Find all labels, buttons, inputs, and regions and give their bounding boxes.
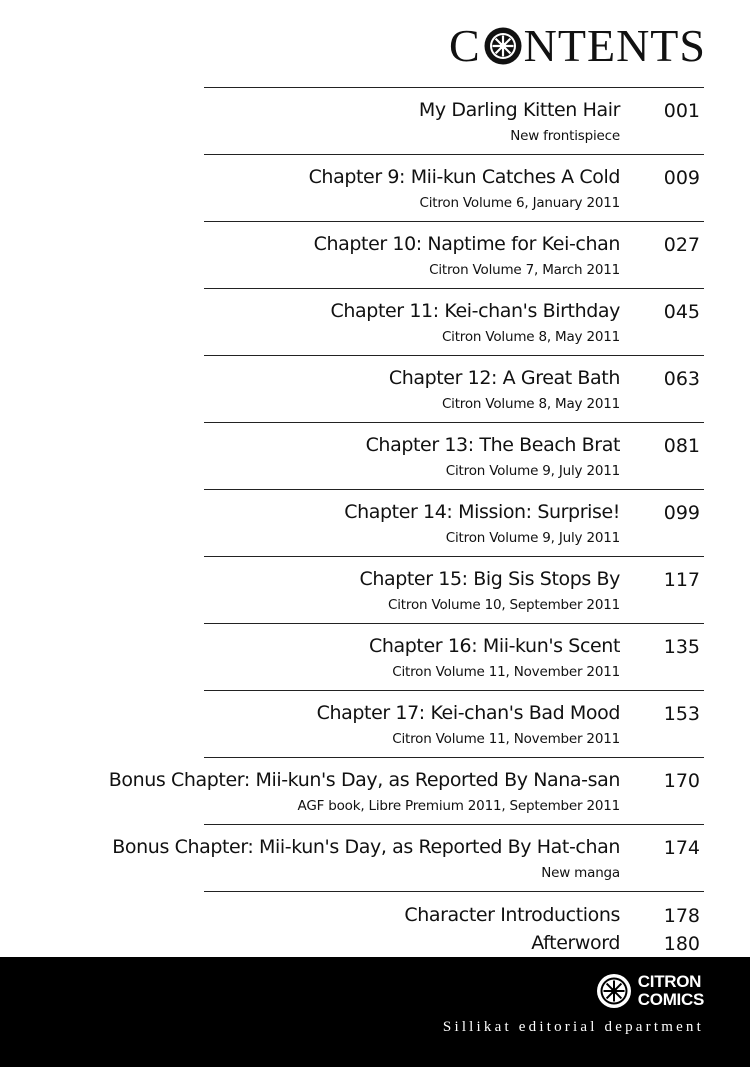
toc-entry[interactable]	[204, 221, 704, 288]
entry-title: My Darling Kitten Hair	[418, 99, 620, 121]
entry-source: Citron Volume 9, July 2011	[445, 463, 620, 479]
entry-source: Citron Volume 8, May 2011	[441, 396, 620, 412]
logo-line-1: CITRON	[637, 972, 702, 991]
entry-source: Citron Volume 6, January 2011	[419, 195, 620, 211]
entry-title: Chapter 9: Mii-kun Catches A Cold	[308, 166, 620, 188]
citron-comics-logo	[596, 973, 704, 1009]
entry-title: Chapter 11: Kei-chan's Birthday	[330, 300, 620, 322]
toc-entry[interactable]	[204, 556, 704, 623]
extras-section	[204, 891, 704, 962]
citron-wheel-icon	[596, 973, 632, 1009]
entry-source: Citron Volume 10, September 2011	[388, 597, 620, 613]
entry-title: Chapter 16: Mii-kun's Scent	[369, 635, 620, 657]
entry-source: Citron Volume 9, July 2011	[445, 530, 620, 546]
extra-title: Character Introductions	[404, 904, 620, 926]
wheel-icon	[483, 26, 523, 66]
entry-title: Chapter 14: Mission: Surprise!	[344, 501, 620, 523]
toc-entry[interactable]	[204, 154, 704, 221]
toc-extra-entry[interactable]	[204, 904, 704, 932]
footer-band	[0, 957, 750, 1067]
toc-entry[interactable]	[204, 623, 704, 690]
entry-page-number: 099	[663, 502, 700, 524]
toc-entry[interactable]	[204, 355, 704, 422]
entry-title: Chapter 15: Big Sis Stops By	[359, 568, 620, 590]
entry-page-number: 117	[663, 569, 700, 591]
toc-entry[interactable]	[204, 489, 704, 556]
title-rest: NTENTS	[523, 20, 706, 71]
entry-source: Citron Volume 11, November 2011	[392, 731, 620, 747]
entry-source: New manga	[541, 865, 620, 881]
entry-source: Citron Volume 8, May 2011	[441, 329, 620, 345]
logo-line-2: COMICS	[637, 990, 704, 1009]
entry-page-number: 174	[663, 837, 700, 859]
extra-page-number: 178	[663, 905, 700, 927]
entry-page-number: 063	[663, 368, 700, 390]
entry-source: AGF book, Libre Premium 2011, September 2011	[297, 798, 620, 814]
entry-source: Citron Volume 11, November 2011	[392, 664, 620, 680]
entry-page-number: 009	[663, 167, 700, 189]
toc-entry[interactable]	[204, 87, 704, 154]
entry-source: Citron Volume 7, March 2011	[429, 262, 620, 278]
entry-title: Chapter 13: The Beach Brat	[365, 434, 620, 456]
toc-entry[interactable]	[204, 422, 704, 489]
toc-entry[interactable]	[112, 824, 704, 891]
entry-page-number: 135	[663, 636, 700, 658]
extra-page-number: 180	[663, 933, 700, 955]
entry-source: New frontispiece	[510, 128, 620, 144]
entry-page-number: 027	[663, 234, 700, 256]
toc-entry[interactable]	[108, 757, 704, 824]
toc-extra-entry[interactable]	[204, 932, 704, 960]
entry-page-number: 081	[663, 435, 700, 457]
entry-page-number: 170	[663, 770, 700, 792]
toc-entry[interactable]	[204, 288, 704, 355]
extra-title: Afterword	[531, 932, 620, 954]
entry-title: Chapter 12: A Great Bath	[388, 367, 620, 389]
entry-title: Bonus Chapter: Mii-kun's Day, as Reported By Nana-san	[108, 769, 620, 791]
entry-page-number: 001	[663, 100, 700, 122]
entry-title: Bonus Chapter: Mii-kun's Day, as Reported By Hat-chan	[112, 836, 620, 858]
entry-title: Chapter 10: Naptime for Kei-chan	[313, 233, 620, 255]
entry-title: Chapter 17: Kei-chan's Bad Mood	[316, 702, 620, 724]
page-title	[449, 18, 706, 74]
department-name: Sillikat editorial department	[442, 1019, 704, 1035]
title-first-letter: C	[448, 20, 481, 71]
entry-page-number: 045	[663, 301, 700, 323]
toc-entry[interactable]	[204, 690, 704, 757]
table-of-contents	[108, 87, 704, 962]
entry-page-number: 153	[663, 703, 700, 725]
